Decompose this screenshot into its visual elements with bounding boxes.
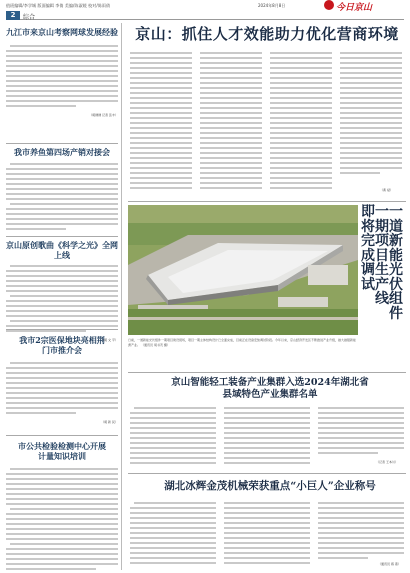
headline-line: 县域特色产业集群名单 bbox=[222, 389, 318, 400]
story-body-text bbox=[6, 360, 118, 420]
story-body-text bbox=[6, 263, 118, 338]
story-byline: （胡 新 民） bbox=[101, 420, 118, 424]
divider bbox=[6, 435, 118, 436]
left-story bbox=[6, 147, 118, 236]
divider bbox=[6, 143, 118, 144]
caption-byline: （通讯员 胡书茂 摄） bbox=[140, 343, 170, 347]
little-giant-headline: 湖北冰辉金茂机械荣获重点“小巨人”企业称号 bbox=[164, 480, 376, 492]
masthead bbox=[0, 0, 410, 13]
story-headline: 京山原创歌曲《科学之光》全网上线 bbox=[6, 240, 118, 260]
industry-cluster-headline bbox=[140, 377, 400, 401]
story-body-text bbox=[6, 43, 118, 113]
divider bbox=[6, 329, 118, 330]
issue-date: 2024年8月8日 bbox=[258, 3, 286, 8]
story-byline: （胡健健 记者 张丰） bbox=[89, 113, 118, 117]
industry-cluster-body bbox=[130, 405, 406, 469]
section-number: 2 bbox=[6, 11, 20, 20]
little-giant-body bbox=[130, 500, 406, 570]
newspaper-logo bbox=[324, 0, 402, 13]
industry-cluster-byline: （记者 王本川） bbox=[376, 460, 398, 464]
story-headline: 九江市来京山考察网球发展经验 bbox=[6, 27, 118, 37]
main-story-byline: （黄 斌） bbox=[380, 188, 393, 192]
main-headline: 京山：抓住人才效能助力优化营商环境 bbox=[135, 25, 399, 43]
story-headline: 市公共检验检测中心开展计量知识培训 bbox=[18, 441, 106, 461]
vertical-headline-line: 一道新能光伏组件 bbox=[389, 204, 403, 322]
divider bbox=[6, 236, 118, 237]
headline-line: 京山智能轻工装备产业集群入选2024年湖北省 bbox=[171, 377, 369, 388]
divider bbox=[128, 201, 406, 202]
story-byline: （胡 文 平） bbox=[101, 338, 118, 342]
main-story-body bbox=[130, 50, 406, 198]
little-giant-byline: （通讯员 蒋 燕） bbox=[378, 562, 401, 566]
story-headline: 我市养鱼第四场产销对接会 bbox=[14, 147, 110, 157]
section-bar bbox=[6, 11, 404, 20]
vertical-headline-line: 一期项目生产线 bbox=[375, 204, 389, 307]
caption-text: 日前，一道新能光伏组件一期项目建设现场，项目一期主体结构设计已全面完成，目前正在设备安装调试阶段。今年以来，京山经济开发区不断推进产业升级，做大做强新能源产业。 bbox=[128, 338, 357, 347]
section-name: 综合 bbox=[23, 14, 36, 21]
divider bbox=[128, 372, 406, 373]
vertical-headline bbox=[360, 205, 404, 395]
left-story bbox=[6, 27, 118, 117]
photo-caption bbox=[128, 338, 358, 348]
factory-aerial-photo bbox=[128, 205, 358, 335]
story-body-text bbox=[6, 161, 118, 236]
left-story bbox=[6, 441, 118, 573]
left-story bbox=[6, 335, 118, 424]
left-column bbox=[6, 23, 122, 570]
divider bbox=[128, 473, 406, 474]
logo-wordmark: 今日京山 bbox=[336, 3, 373, 13]
editor-credits: 值班编辑/李学城 版面编辑 李倩 美编/陈淑媛 校对/陈雨倩 bbox=[6, 3, 111, 8]
logo-emblem-icon bbox=[324, 0, 334, 10]
vertical-headline-line: 即将完成调试 bbox=[361, 204, 375, 293]
story-headline: 我市2宗医保地块亮相荆门市推介会 bbox=[19, 335, 105, 355]
left-story bbox=[6, 240, 118, 342]
main-headline-block bbox=[128, 23, 406, 45]
story-body-text bbox=[6, 466, 118, 573]
